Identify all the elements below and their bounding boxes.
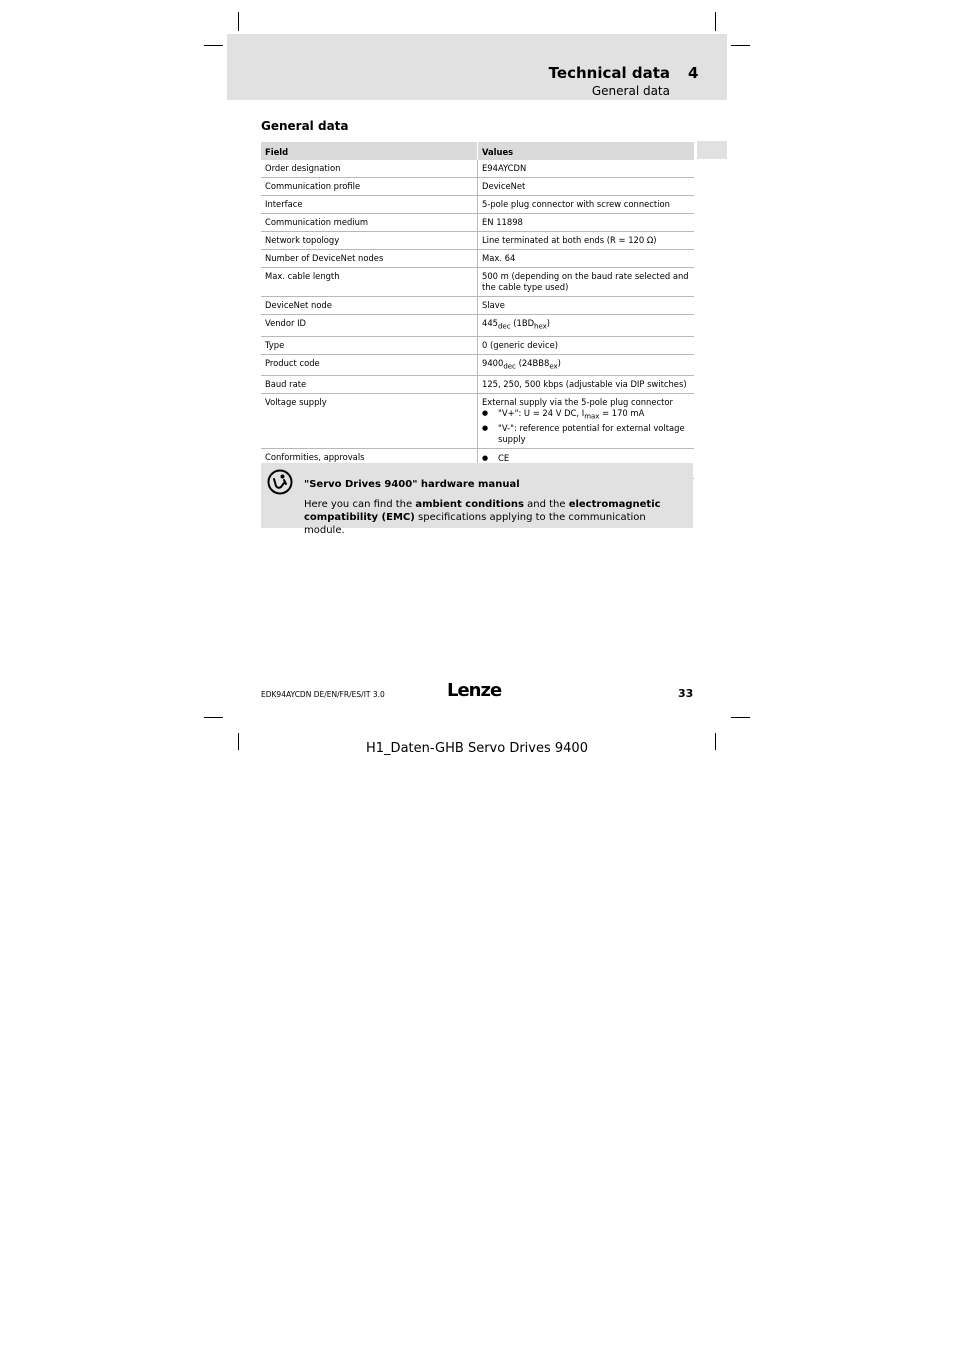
- value-cell: [478, 394, 695, 449]
- field-cell: DeviceNet node: [261, 297, 478, 315]
- value-cell: Slave: [478, 297, 695, 315]
- table-row: [261, 250, 694, 268]
- footer-doc-code: EDK94AYCDN DE/EN/FR/ES/IT 3.0: [261, 690, 385, 699]
- crop-mark: [715, 12, 716, 31]
- table-row: [261, 214, 694, 232]
- value-cell: E94AYCDN: [478, 160, 695, 178]
- value-cell: 125, 250, 500 kbps (adjustable via DIP switches): [478, 376, 695, 394]
- note-text-part: specifications applying to the communication module.: [304, 512, 646, 536]
- table-row: [261, 354, 694, 376]
- value-subscript: dec: [498, 322, 511, 331]
- list-item: ● CE: [482, 453, 690, 464]
- table-row: [261, 232, 694, 250]
- note-emphasis: electromagnetic compatibility (EMC): [304, 499, 661, 523]
- table-row: [261, 178, 694, 196]
- value-text: (1BD: [510, 318, 535, 328]
- field-cell: Baud rate: [261, 376, 478, 394]
- value-cell: 500 m (depending on the baud rate selected and the cable type used): [478, 268, 695, 297]
- general-data-table: [261, 142, 694, 479]
- value-text: "V+": U = 24 V DC, I: [498, 408, 585, 419]
- field-cell: Communication medium: [261, 214, 478, 232]
- value-text: ): [546, 318, 551, 328]
- value-subscript: dec: [503, 362, 516, 371]
- column-header-field: Field: [261, 142, 478, 160]
- field-cell: Conformities, approvals: [261, 449, 478, 479]
- chapter-tab-marker: [697, 141, 727, 159]
- value-cell: 0 (generic device): [478, 336, 695, 354]
- table-row: [261, 394, 694, 449]
- value-text: (24BB8: [515, 357, 550, 368]
- field-cell: Order designation: [261, 160, 478, 178]
- value-cell: EN 11898: [478, 214, 695, 232]
- lenze-logo: Lenze: [447, 680, 502, 701]
- chapter-number: 4: [688, 64, 699, 82]
- field-cell: Interface: [261, 196, 478, 214]
- value-text: ): [557, 357, 561, 368]
- crop-mark: [731, 45, 750, 46]
- crop-mark: [731, 717, 750, 718]
- list-item: [482, 408, 690, 423]
- note-text-part: and the: [523, 499, 569, 510]
- chapter-subtitle: General data: [591, 84, 670, 98]
- chapter-title: Technical data: [548, 64, 670, 82]
- value-subscript: hex: [534, 322, 547, 331]
- value-text: 445: [482, 318, 498, 328]
- value-subscript: ex: [549, 362, 558, 371]
- value-subscript: max: [584, 413, 600, 422]
- crop-mark: [204, 717, 223, 718]
- value-cell: DeviceNet: [478, 178, 695, 196]
- value-cell: Line terminated at both ends (R = 120 Ω): [478, 232, 695, 250]
- list-item: ● "V-": reference potential for external voltage supply: [482, 423, 690, 445]
- table-row: [261, 268, 694, 297]
- table-header-row: [261, 142, 694, 160]
- value-cell: 5-pole plug connector with screw connection: [478, 196, 695, 214]
- note-text: [304, 498, 684, 537]
- field-cell: Vendor ID: [261, 315, 478, 337]
- note-title: "Servo Drives 9400" hardware manual: [304, 479, 520, 490]
- bottom-caption: H1_Daten-GHB Servo Drives 9400: [366, 741, 588, 756]
- table-row: [261, 160, 694, 178]
- value-text: 9400: [482, 357, 504, 368]
- manual-reference-icon: [267, 469, 293, 495]
- value-cell: [478, 315, 695, 337]
- section-title: General data: [261, 119, 349, 133]
- table-row: [261, 376, 694, 394]
- table-row: [261, 196, 694, 214]
- value-cell: [478, 354, 695, 376]
- bullet-list: [482, 408, 690, 445]
- note-emphasis: ambient conditions: [415, 499, 524, 510]
- field-cell: Max. cable length: [261, 268, 478, 297]
- note-text-part: Here you can find the: [304, 499, 416, 510]
- value-cell: Max. 64: [478, 250, 695, 268]
- reference-note: [261, 463, 693, 536]
- value-text: External supply via the 5-pole plug connector: [482, 397, 673, 408]
- field-cell: Type: [261, 336, 478, 354]
- crop-mark: [238, 12, 239, 31]
- table-row: [261, 315, 694, 337]
- field-cell: Product code: [261, 354, 478, 376]
- table-row: [261, 336, 694, 354]
- field-cell: Network topology: [261, 232, 478, 250]
- value-text: = 170 mA: [599, 408, 645, 419]
- page-number: 33: [678, 687, 694, 700]
- field-cell: Voltage supply: [261, 394, 478, 449]
- field-cell: Communication profile: [261, 178, 478, 196]
- field-cell: Number of DeviceNet nodes: [261, 250, 478, 268]
- table-row: [261, 297, 694, 315]
- crop-mark: [204, 45, 223, 46]
- column-header-values: Values: [478, 142, 695, 160]
